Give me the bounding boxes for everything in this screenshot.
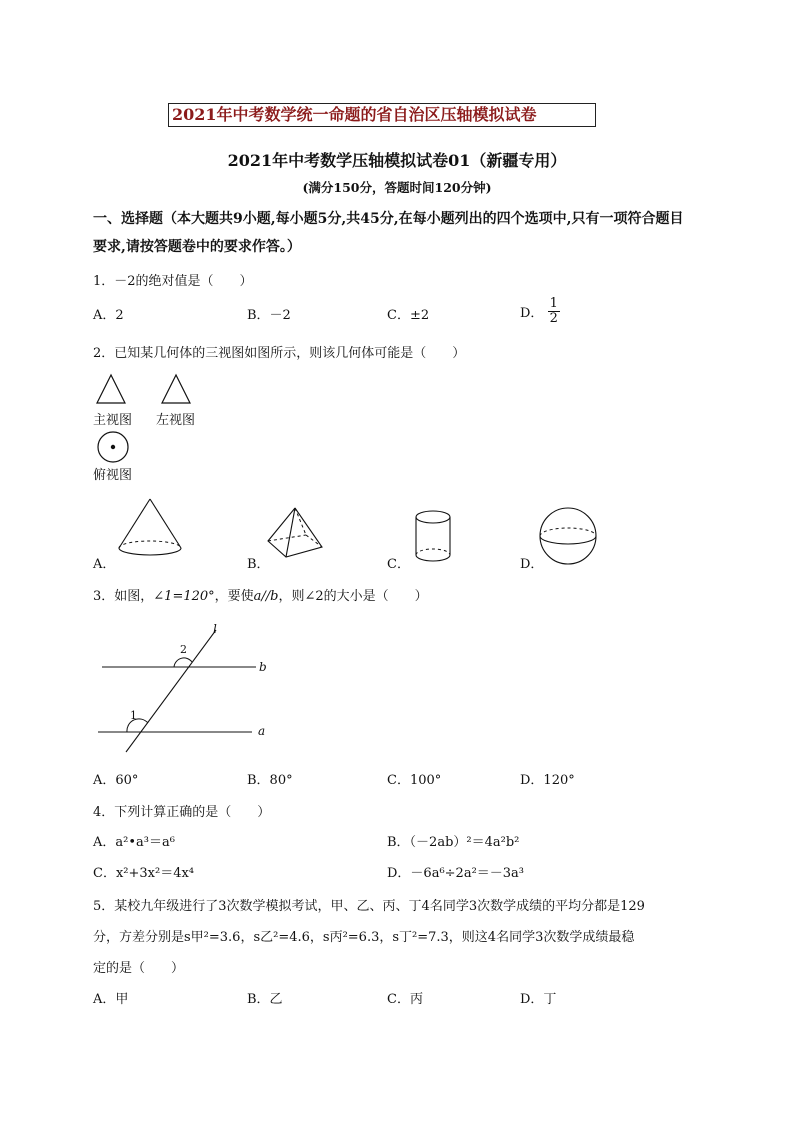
front-view-label: 主视图 <box>93 413 133 428</box>
fraction-one-half <box>548 297 560 326</box>
q3-stem-end: ，则∠2的大小是（ ） <box>278 589 428 604</box>
left-view-label: 左视图 <box>156 413 196 428</box>
q2-stem: 2．已知某几何体的三视图如图所示，则该几何体可能是（ ） <box>93 346 466 361</box>
q3-stem-prefix: 3．如图， <box>93 589 154 604</box>
q1-stem: 1．－2的绝对值是（ ） <box>93 274 253 289</box>
fraction-numerator: 1 <box>549 296 558 311</box>
top-view-circle-with-dot <box>96 431 132 465</box>
q4-option-c: C．x²+3x²＝4x⁴ <box>93 866 195 881</box>
q5-option-b: B．乙 <box>247 992 283 1007</box>
section-instructions-line1: 一、选择题（本大题共9小题,每小题5分,共45分,在每小题列出的四个选项中,只有一项符合题目 <box>93 211 684 227</box>
angle-2-label: 2 <box>180 643 187 656</box>
page-title: 2021年中考数学压轴模拟试卷01（新疆专用） <box>227 151 567 170</box>
q4-option-a: A．a²•a³＝a⁶ <box>93 835 175 850</box>
q1-option-b: B．－2 <box>247 308 291 323</box>
q3-option-d: D．120° <box>520 773 575 788</box>
q3-option-a: A．60° <box>93 773 139 788</box>
fraction-denominator: 2 <box>549 311 558 326</box>
cone-figure <box>116 497 184 563</box>
q1-option-d <box>520 297 560 326</box>
section-instructions-line2: 要求,请按答题卷中的要求作答。） <box>93 239 301 255</box>
q1-option-c: C．±2 <box>387 308 430 323</box>
q3-stem-mid: ，要使 <box>214 589 254 604</box>
q5-option-d: D．丁 <box>520 992 557 1007</box>
q5-option-c: C．丙 <box>387 992 423 1007</box>
q4-option-d: D．－6a⁶÷2a²＝－3a³ <box>387 866 525 881</box>
parallel-lines-figure <box>96 620 286 760</box>
exam-series-banner: 2021年中考数学统一命题的省自治区压轴模拟试卷 <box>168 103 596 127</box>
q5-stem-line1: 5．某校九年级进行了3次数学模拟考试，甲、乙、丙、丁4名同学3次数学成绩的平均分都是129 <box>93 899 645 914</box>
line-l-label: l <box>213 622 217 636</box>
q1-option-a: A．2 <box>93 308 124 323</box>
sphere-figure <box>537 505 601 567</box>
pyramid-figure <box>266 505 326 563</box>
line-b-label: b <box>259 660 267 674</box>
q5-stem-line3: 定的是（ ） <box>93 961 185 976</box>
q3-option-c: C．100° <box>387 773 442 788</box>
page-subtitle: (满分150分，答题时间120分钟) <box>302 180 492 195</box>
q2-option-a: A． <box>93 557 116 572</box>
q3-stem-angle: ∠1=120° <box>153 589 215 604</box>
angle-1-label: 1 <box>130 709 137 722</box>
q3-stem-parallel: a//b <box>253 589 279 604</box>
q1-option-d-prefix: D． <box>520 306 544 321</box>
q5-option-a: A．甲 <box>93 992 129 1007</box>
q5-stem-line2: 分，方差分别是s甲²=3.6，s乙²=4.6，s丙²=6.3，s丁²=7.3，则这4名同学3次数学成绩最稳 <box>93 930 635 945</box>
front-view-triangle <box>95 372 131 406</box>
line-a-label: a <box>258 724 266 738</box>
q4-stem: 4．下列计算正确的是（ ） <box>93 805 271 820</box>
top-view-label: 俯视图 <box>93 468 133 483</box>
q2-option-d: D． <box>520 557 544 572</box>
q2-option-b: B． <box>247 557 270 572</box>
q4-option-b: B．（－2ab）²＝4a²b² <box>387 835 520 850</box>
q3-option-b: B．80° <box>247 773 293 788</box>
q2-option-c: C． <box>387 557 410 572</box>
q3-stem <box>93 585 428 604</box>
left-view-triangle <box>160 372 196 406</box>
cylinder-figure <box>412 508 454 566</box>
